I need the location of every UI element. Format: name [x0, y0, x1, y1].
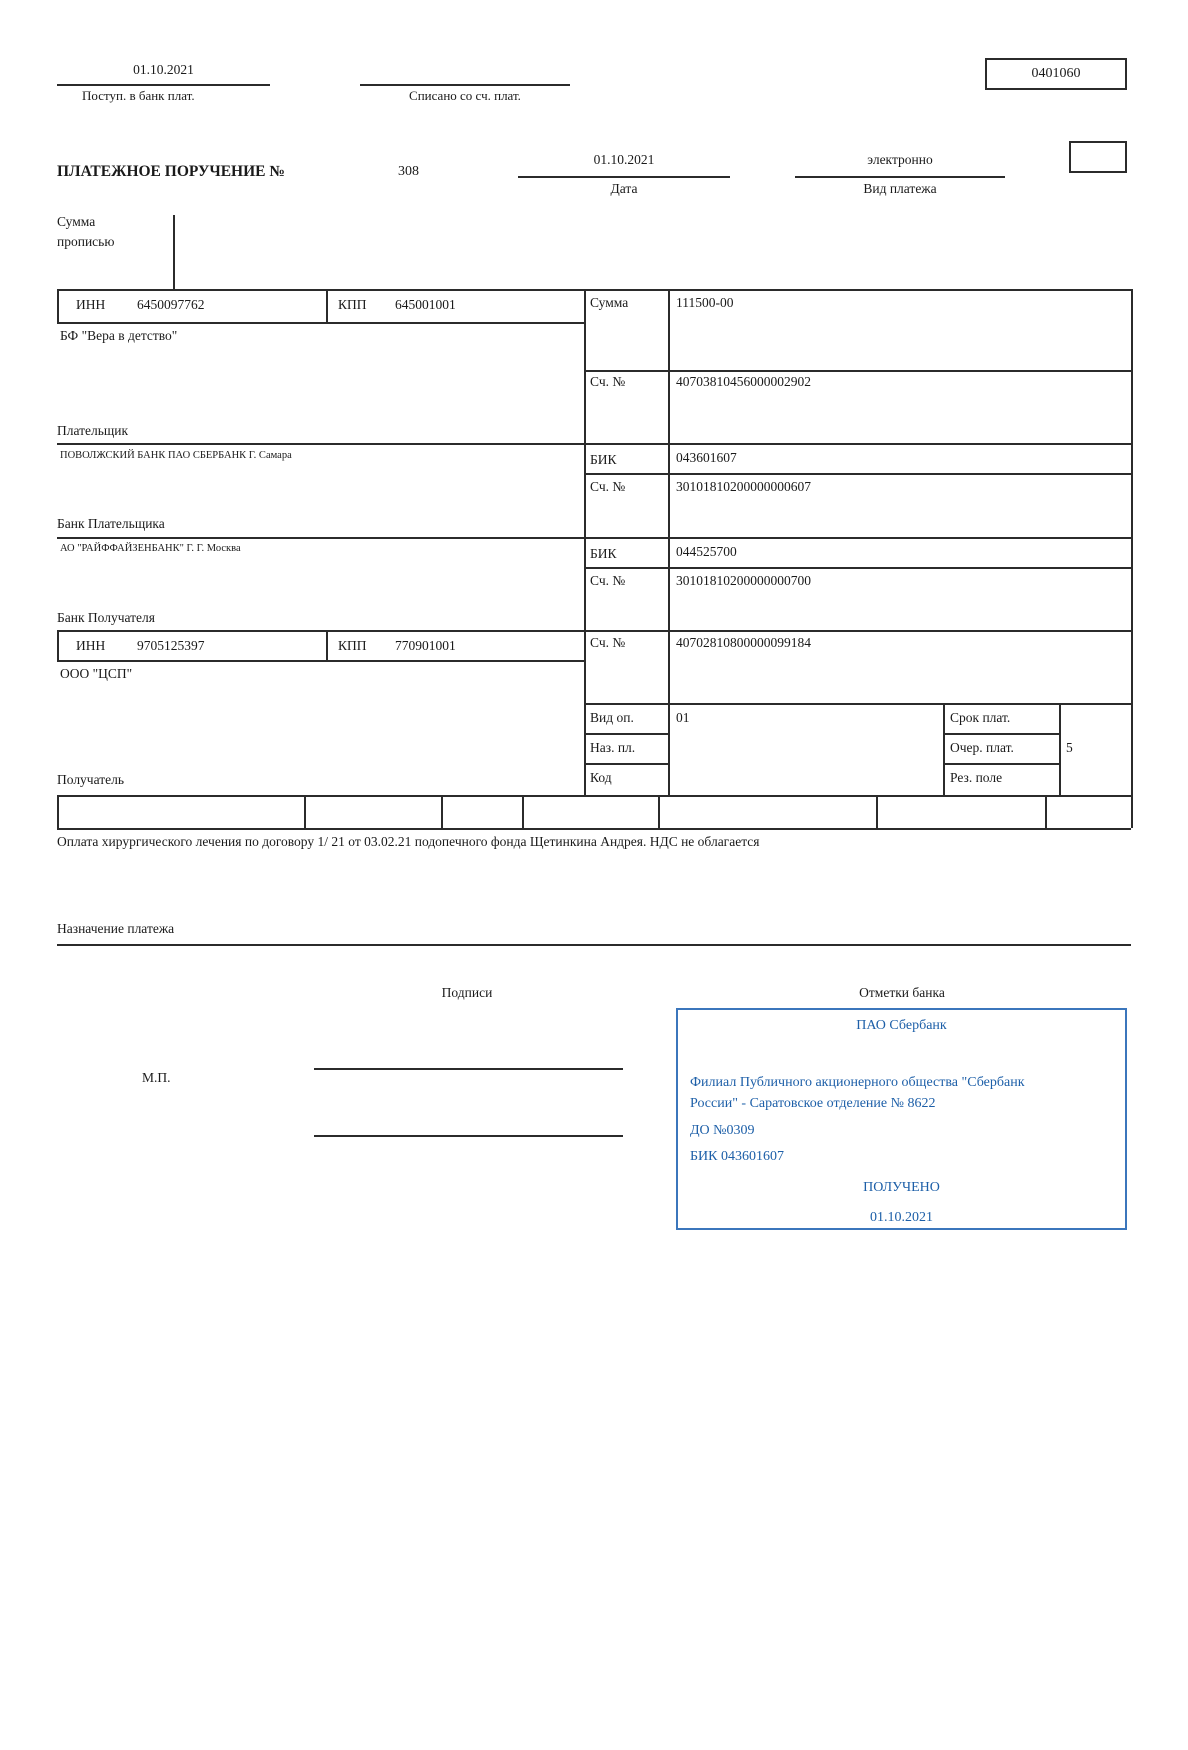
term-label: Срок плат.: [950, 710, 1011, 725]
order-number: 308: [398, 164, 419, 179]
rule-under-nazpl-label: [584, 763, 668, 765]
form-code: 0401060: [1031, 66, 1081, 81]
sum-label: Сумма: [590, 295, 629, 310]
amount-words-divider: [173, 215, 175, 289]
rule-table-bottom: [57, 795, 1131, 797]
payee-kpp-value: 770901001: [395, 638, 456, 653]
payee-name: ООО "ЦСП": [60, 666, 133, 681]
stamp-date: 01.10.2021: [870, 1210, 933, 1225]
debited-label: Списано со сч. плат.: [409, 88, 521, 103]
rule-v-left-inn: [57, 289, 59, 322]
rule-under-purpose: [57, 944, 1131, 946]
rule-v-extra-4: [658, 795, 660, 828]
rule-under-payer-bank: [57, 537, 1131, 539]
payer-name: БФ "Вера в детство": [60, 328, 178, 343]
payment-type-value: электронно: [867, 152, 933, 167]
payer-account-label: Сч. №: [590, 374, 626, 389]
op-type-value: 01: [676, 710, 690, 725]
payer-bank-bik-label: БИК: [590, 452, 617, 467]
order-date-underline: [518, 176, 730, 178]
payee-account-value: 40702810800000099184: [676, 635, 811, 650]
received-label: Поступ. в банк плат.: [82, 88, 195, 103]
payer-bank-name: ПОВОЛЖСКИЙ БАНК ПАО СБЕРБАНК Г. Самара: [60, 450, 292, 461]
purpose-text: Оплата хирургического лечения по договору 1/ 21 от 03.02.21 подопечного фонда Щетинкина Андрея. НДС не облагается: [57, 834, 760, 849]
payee-kpp-label: КПП: [338, 638, 367, 653]
payer-inn-value: 6450097762: [137, 297, 205, 312]
payee-inn-label: ИНН: [76, 638, 106, 653]
rule-v-extra-6: [1045, 795, 1047, 828]
rule-under-order-label: [943, 763, 1059, 765]
order-label: Очер. плат.: [950, 740, 1014, 755]
rule-extra-row-bottom: [57, 828, 1131, 830]
payer-account-value: 40703810456000002902: [676, 374, 811, 389]
rule-under-sum: [584, 370, 1131, 372]
stamp-bik: БИК 043601607: [690, 1149, 784, 1164]
received-date: 01.10.2021: [133, 62, 194, 77]
purpose-code-label: Наз. пл.: [590, 740, 636, 755]
payee-bank-account-label: Сч. №: [590, 573, 626, 588]
payee-bank-bik-value: 044525700: [676, 544, 737, 559]
payer-bank-label: Банк Плательщика: [57, 516, 165, 531]
debited-underline: [360, 84, 570, 86]
rule-v-extra-2: [441, 795, 443, 828]
payer-bank-account-label: Сч. №: [590, 479, 626, 494]
order-date-value: 01.10.2021: [593, 152, 655, 167]
rule-v-termcol-left: [943, 703, 945, 795]
payee-bank-label: Банк Получателя: [57, 610, 155, 625]
bank-stamp: [676, 1008, 1127, 1230]
signature-line-2: [314, 1135, 623, 1137]
rule-v-extra-3: [522, 795, 524, 828]
rule-under-payee-bank: [57, 630, 1131, 632]
rule-v-main: [584, 289, 586, 795]
signatures-label: Подписи: [441, 985, 493, 1000]
rule-v-right: [1131, 289, 1133, 828]
stamp-status: ПОЛУЧЕНО: [863, 1180, 940, 1195]
signature-line-1: [314, 1068, 623, 1070]
received-underline: [57, 84, 270, 86]
payee-bank-account-value: 30101810200000000700: [676, 573, 811, 588]
stamp-bank-name: ПАО Сбербанк: [856, 1018, 947, 1033]
document-title: ПЛАТЕЖНОЕ ПОРУЧЕНИЕ №: [57, 163, 285, 180]
amount-words-label: Сумма прописью: [57, 214, 115, 249]
payer-bank-account-value: 30101810200000000607: [676, 479, 811, 494]
sum-value: 111500-00: [676, 295, 734, 310]
status-reserve-box: [1069, 141, 1127, 173]
order-date-label: Дата: [610, 181, 638, 196]
rule-under-payeebank-bik: [584, 567, 1131, 569]
stamp-branch-line: Филиал Публичного акционерного общества "Сбербанк России" - Саратовское отделение № 8622: [690, 1075, 1025, 1111]
payee-account-label: Сч. №: [590, 635, 626, 650]
payee-inn-value: 9705125397: [137, 638, 205, 653]
rule-v-labelcol: [668, 289, 670, 795]
payee-bank-bik-label: БИК: [590, 546, 617, 561]
form-code-box: [985, 58, 1127, 90]
payee-bank-name: АО "РАЙФФАЙЗЕНБАНК" Г. Г. Москва: [60, 543, 241, 554]
payee-label: Получатель: [57, 772, 125, 787]
rule-v-extra-5: [876, 795, 878, 828]
code-label: Код: [590, 770, 612, 785]
rule-table-top: [57, 289, 1131, 291]
purpose-label: Назначение платежа: [57, 921, 175, 936]
stamp-office: ДО №0309: [690, 1123, 755, 1138]
rule-under-payer-inn: [57, 322, 584, 324]
payer-inn-label: ИНН: [76, 297, 106, 312]
bank-marks-label: Отметки банка: [859, 985, 945, 1000]
order-value: 5: [1066, 740, 1073, 755]
rule-v-extra-1: [304, 795, 306, 828]
rule-v-inn-kpp: [326, 289, 328, 322]
payer-kpp-label: КПП: [338, 297, 367, 312]
payment-type-underline: [795, 176, 1005, 178]
mp-label: М.П.: [142, 1070, 171, 1085]
payer-kpp-value: 645001001: [395, 297, 456, 312]
rule-v-termcol-right: [1059, 703, 1061, 795]
rule-under-payerbank-bik: [584, 473, 1131, 475]
payer-label: Плательщик: [57, 423, 129, 438]
reserve-label: Рез. поле: [950, 770, 1003, 785]
payer-bank-bik-value: 043601607: [676, 450, 737, 465]
rule-under-payer: [57, 443, 1131, 445]
rule-v-payee-inn-kpp: [326, 630, 328, 660]
rule-under-payee-account: [584, 703, 1131, 705]
rule-v-extra-0: [57, 795, 59, 828]
payment-type-label: Вид платежа: [863, 181, 937, 196]
rule-v-left-payee-inn: [57, 630, 59, 660]
rule-under-term-label: [943, 733, 1059, 735]
op-type-label: Вид оп.: [590, 710, 634, 725]
rule-under-optype-label: [584, 733, 668, 735]
rule-under-payee-inn: [57, 660, 584, 662]
